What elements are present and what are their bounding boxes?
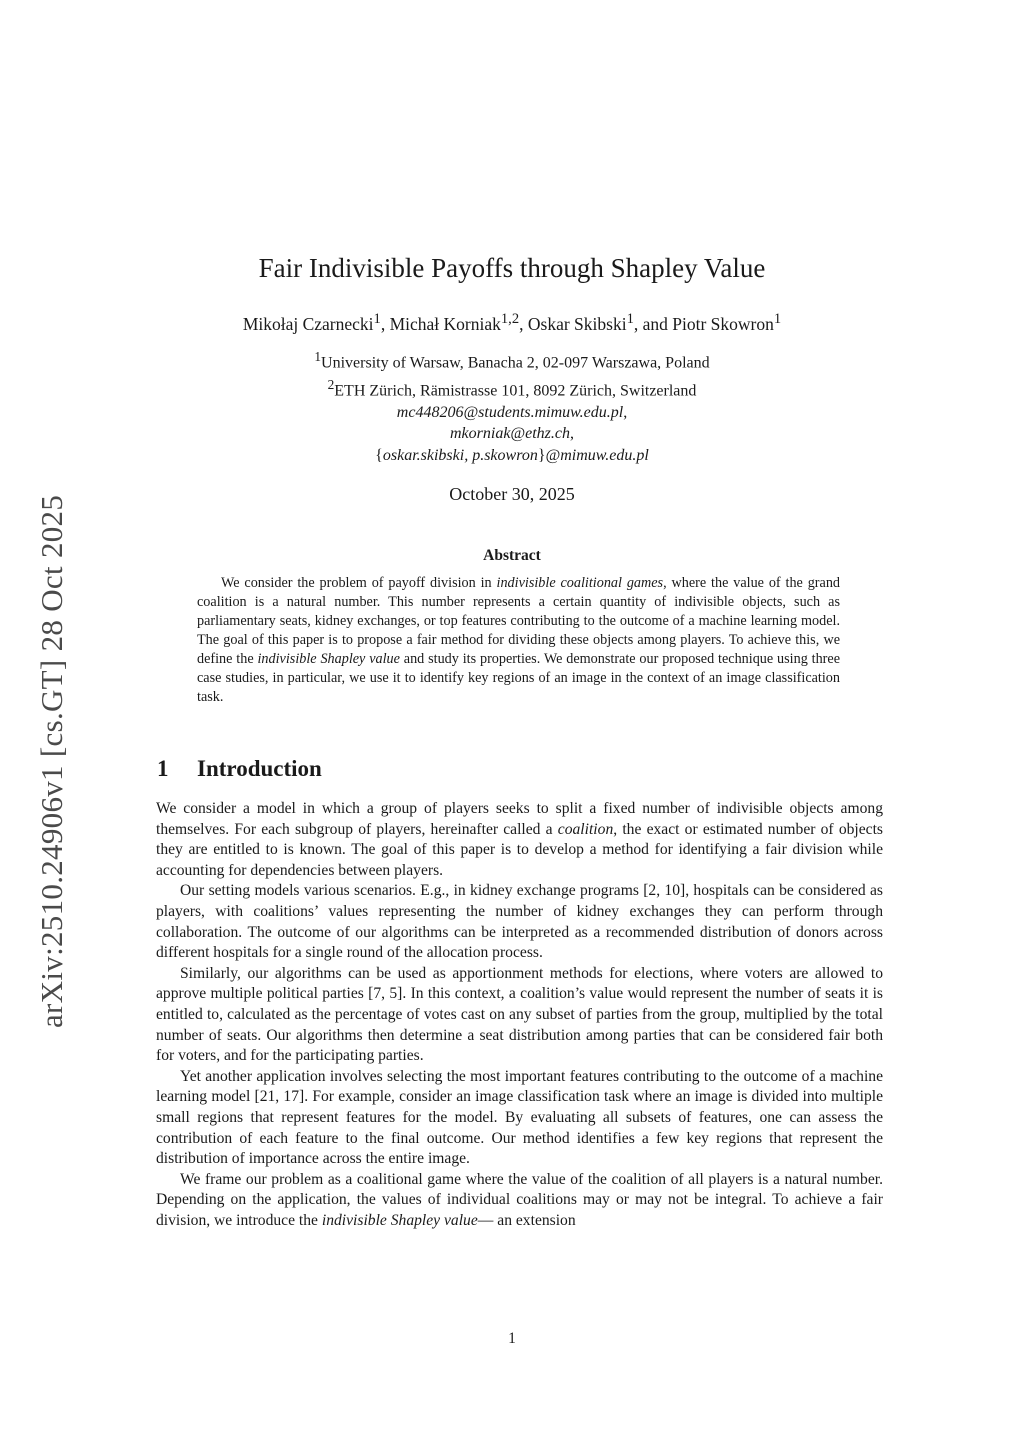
- author-name: Mikołaj Czarnecki: [242, 313, 374, 334]
- paragraph: We frame our problem as a coalitional game where the value of the coalition of all players is a natural number. Depending on the application, the values of individual coalitions may or may not be integral. To achieve a fair division, we introduce the indivisible Shapley value— an extension: [156, 1170, 883, 1229]
- affiliations-block: [0, 346, 1024, 466]
- paragraph: Our setting models various scenarios. E.g., in kidney exchange programs [2, 10], hospitals can be considered as players, with coalitions’ values representing the number of kidney exchanges they can perform through collaboration. The outcome of our algorithms can be interpreted as a recommended distribution of donors across different hospitals for a single round of the allocation process.: [156, 882, 883, 962]
- email-line: mc448206@students.mimuw.edu.pl,: [396, 403, 628, 421]
- section-title: Introduction: [197, 756, 322, 781]
- email-line: {oskar.skibski, p.skowron}@mimuw.edu.pl: [375, 446, 649, 464]
- email-domain: @mimuw.edu.pl: [545, 446, 649, 464]
- author-affiliation-mark: 1: [773, 311, 782, 327]
- affiliation-line: $^2$ETH Zürich, Rämistrasse 101, 8092 Zürich, Switzerland: [327, 376, 697, 400]
- paragraph: We consider a model in which a group of players seeks to split a fixed number of indivisible objects among themselves. For each subgroup of players, hereinafter called a coalition, the exact or estimated number of objects they are entitled to is known. The goal of this paper is to develop a method for identifying a fair division while accounting for dependencies between players.: [156, 800, 883, 879]
- section-number: 1: [157, 756, 169, 781]
- email-line: mkorniak@ethz.ch,: [449, 425, 575, 443]
- email-address[interactable]: mkorniak@ethz.ch: [449, 425, 571, 443]
- paragraph: Similarly, our algorithms can be used as apportionment methods for elections, where voters are allowed to approve multiple political parties [7, 5]. In this context, a coalition’s value would represent the number of seats it is entitled to, calculated as the percentage of votes cast on any subset of parties from the group, multiplied by the total number of seats. Our algorithms then determine a seat distribution among parties that can be considered fair both for voters, and for the participating parties.: [156, 964, 883, 1065]
- author-list: Mikołaj Czarnecki$^1$, Michał Korniak$^{1,2}$, Oskar Skibski$^1$, and Piotr Skowron$^1$: [242, 311, 782, 334]
- arxiv-identifier: arXiv:2510.24906v1 [cs.GT] 28 Oct 2025: [34, 494, 69, 1028]
- section-heading: [157, 754, 322, 784]
- author-name: Piotr Skowron: [672, 313, 774, 334]
- abstract-heading: Abstract: [483, 547, 541, 564]
- paper-date: October 30, 2025: [449, 484, 575, 504]
- email-address[interactable]: mc448206@students.mimuw.edu.pl: [396, 403, 624, 421]
- email-address[interactable]: oskar.skibski, p.skowron: [382, 446, 538, 464]
- author-affiliation-mark: 1: [373, 311, 381, 327]
- author-name: Michał Korniak: [389, 313, 501, 334]
- author-affiliation-mark: 1,2: [500, 311, 520, 327]
- paper-title: Fair Indivisible Payoffs through Shapley Value: [258, 253, 766, 283]
- paragraph: Yet another application involves selecting the most important features contributing to the outcome of a machine learning model [21, 17]. For example, consider an image classification task where an image is divided into multiple small regions that represent features for the model. By evaluating all subsets of features, one can assess the contribution of each feature to the final outcome. Our method identifies a few key regions that represent the distribution of importance across the entire image.: [156, 1067, 883, 1168]
- affiliation-line: $^1$University of Warsaw, Banacha 2, 02-097 Warszawa, Poland: [314, 349, 710, 372]
- author-name: Oskar Skibski: [527, 313, 627, 334]
- introduction-body: [156, 799, 883, 1231]
- page-number: 1: [508, 1330, 516, 1347]
- author-affiliation-mark: 1: [626, 311, 634, 327]
- abstract-text: We consider the problem of payoff division in indivisible coalitional games, where the value of the grand coalition is a natural number. This number represents a certain quantity of indivisible objects, such as parliamentary seats, kidney exchanges, or top features contributing to the outcome of a machine learning model. The goal of this paper is to propose a fair method for dividing these objects among players. To achieve this, we define the indivisible Shapley value and study its properties. We demonstrate our proposed technique using three case studies, in particular, we use it to identify key regions of an image in the context of an image classification task.: [197, 575, 841, 705]
